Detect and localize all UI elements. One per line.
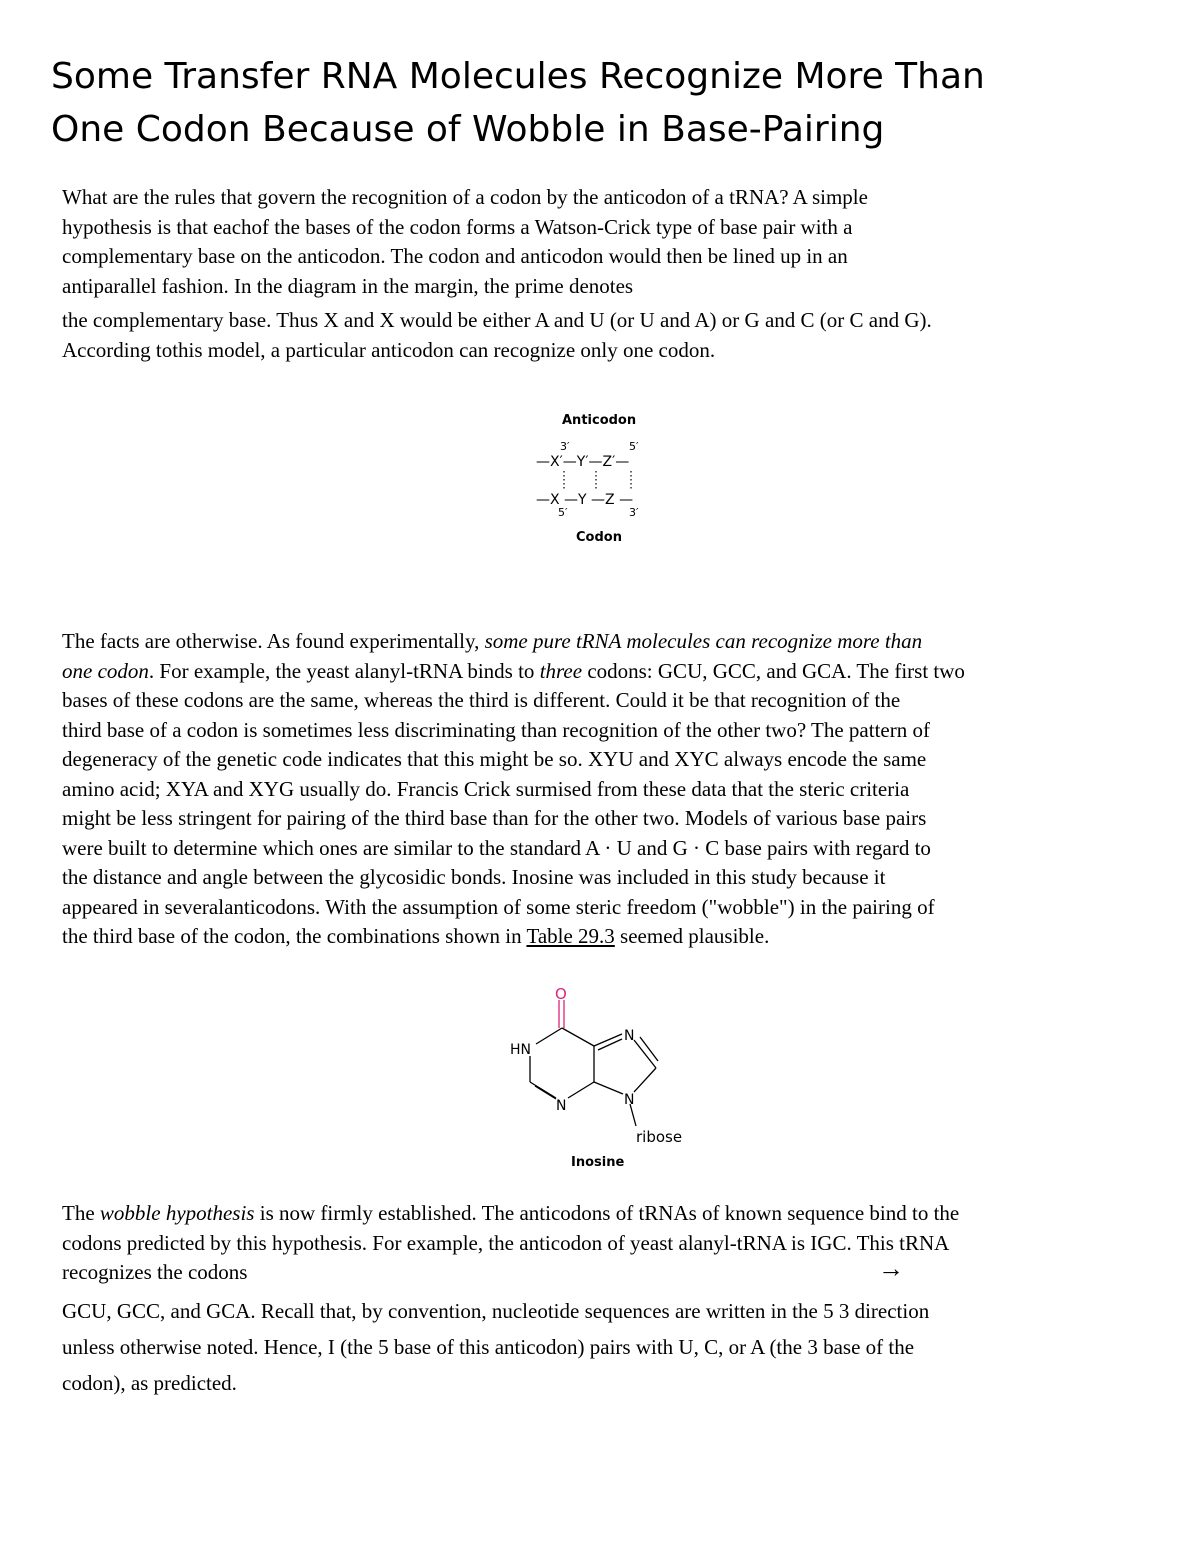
text-line: GCU, GCC, and GCA. Recall that, by convention, nucleotide sequences are written in the 5 3 direction bbox=[62, 1299, 930, 1323]
hn-atom: HN bbox=[510, 1042, 531, 1058]
text-line: bases of these codons are the same, whereas the third is different. Could it be that recognition of the bbox=[62, 688, 901, 712]
text-line: complementary base on the anticodon. The codon and anticodon would then be lined up in an bbox=[62, 244, 848, 268]
text-run: . For example, the yeast alanyl-tRNA binds to bbox=[148, 658, 540, 683]
emphasis: one codon bbox=[62, 658, 149, 683]
anticodon-label: Anticodon bbox=[562, 413, 637, 428]
text-line bbox=[62, 1199, 1142, 1229]
anticodon-3-prime: 3′ bbox=[560, 440, 570, 453]
text-line: unless otherwise noted. Hence, I (the 5 base of this anticodon) pairs with U, C, or A (the 3 base of the bbox=[62, 1335, 915, 1359]
emphasis: three bbox=[539, 658, 583, 683]
text-run: codons: GCU, GCC, and GCA. The first two bbox=[582, 658, 965, 683]
codon-label: Codon bbox=[576, 530, 622, 545]
codon-anticodon-diagram bbox=[530, 408, 670, 548]
text-line: degeneracy of the genetic code indicates that this might be so. XYU and XYC always encode the same bbox=[62, 747, 927, 771]
text-line: might be less stringent for pairing of the third base than for the other two. Models of various base pairs bbox=[62, 806, 927, 830]
anticodon-5-prime: 5′ bbox=[629, 440, 639, 453]
text-line bbox=[62, 922, 1142, 952]
text-run: is now firmly established. The anticodons of tRNAs of known sequence bind to the bbox=[254, 1201, 960, 1225]
text-run: seemed plausible. bbox=[614, 924, 770, 948]
paragraph-wobble bbox=[62, 1199, 1142, 1288]
page-title bbox=[51, 50, 1151, 156]
title-line-1: Some Transfer RNA Molecules Recognize More Than bbox=[51, 56, 985, 97]
oxygen-atom: O bbox=[555, 985, 567, 1003]
paragraph-complementary bbox=[62, 306, 1142, 365]
codon-5-prime: 5′ bbox=[558, 506, 568, 519]
paragraph-intro bbox=[62, 183, 1142, 301]
text-line: codon), as predicted. bbox=[62, 1371, 237, 1395]
n3-atom: N bbox=[556, 1098, 567, 1114]
text-line: codons predicted by this hypothesis. For example, the anticodon of yeast alanyl-tRNA is IGC. This tRNA bbox=[62, 1230, 950, 1255]
text-line: amino acid; XYA and XYG usually do. Francis Crick surmised from these data that the steric criteria bbox=[62, 776, 910, 801]
n9-atom: N bbox=[624, 1092, 635, 1108]
emphasis: wobble hypothesis bbox=[99, 1201, 255, 1225]
codon-3-prime: 3′ bbox=[629, 506, 639, 519]
text-run: the third base of the codon, the combinations shown in bbox=[62, 924, 527, 948]
text-line: appeared in severalanticodons. With the assumption of some steric freedom ("wobble") in the pairing of bbox=[62, 894, 935, 919]
paragraph-convention bbox=[62, 1293, 1142, 1401]
text-line: recognizes the codons bbox=[62, 1260, 248, 1284]
text-line: According tothis model, a particular anticodon can recognize only one codon. bbox=[62, 337, 716, 362]
pairing-svg bbox=[530, 430, 670, 545]
text-line: antiparallel fashion. In the diagram in the margin, the prime denotes bbox=[62, 273, 634, 298]
emphasis: some pure tRNA molecules can recognize more than bbox=[484, 629, 923, 653]
inosine-svg bbox=[500, 982, 700, 1152]
paragraph-facts bbox=[62, 627, 1142, 952]
text-run: The facts are otherwise. As found experimentally, bbox=[62, 629, 485, 653]
anticodon-row: —X′—Y′—Z′— bbox=[536, 454, 630, 470]
text-line bbox=[62, 627, 1142, 657]
text-run: The bbox=[62, 1201, 100, 1225]
text-line: third base of a codon is sometimes less discriminating than recognition of the other two? The pattern of bbox=[62, 717, 930, 742]
table-29-3-link[interactable]: Table 29.3 bbox=[526, 924, 615, 948]
text-line bbox=[62, 657, 1142, 687]
direction-arrow: → bbox=[878, 1254, 904, 1283]
n7-atom: N bbox=[624, 1028, 635, 1044]
text-line: were built to determine which ones are similar to the standard A · U and G · C base pairs with regard to bbox=[62, 835, 931, 860]
text-line: the distance and angle between the glycosidic bonds. Inosine was included in this study because it bbox=[62, 865, 886, 889]
codon-row: —X —Y —Z — bbox=[536, 492, 634, 508]
text-line: the complementary base. Thus X and X would be either A and U (or U and A) or G and C (or C and G). bbox=[62, 308, 932, 332]
text-line: What are the rules that govern the recognition of a codon by the anticodon of a tRNA? A simple bbox=[62, 185, 868, 209]
inosine-structure bbox=[500, 982, 700, 1177]
title-line-2: One Codon Because of Wobble in Base-Pairing bbox=[51, 109, 885, 150]
text-line: hypothesis is that eachof the bases of the codon forms a Watson-Crick type of base pair with a bbox=[62, 214, 853, 239]
inosine-label: Inosine bbox=[571, 1155, 625, 1170]
ribose-label: ribose bbox=[636, 1128, 683, 1146]
